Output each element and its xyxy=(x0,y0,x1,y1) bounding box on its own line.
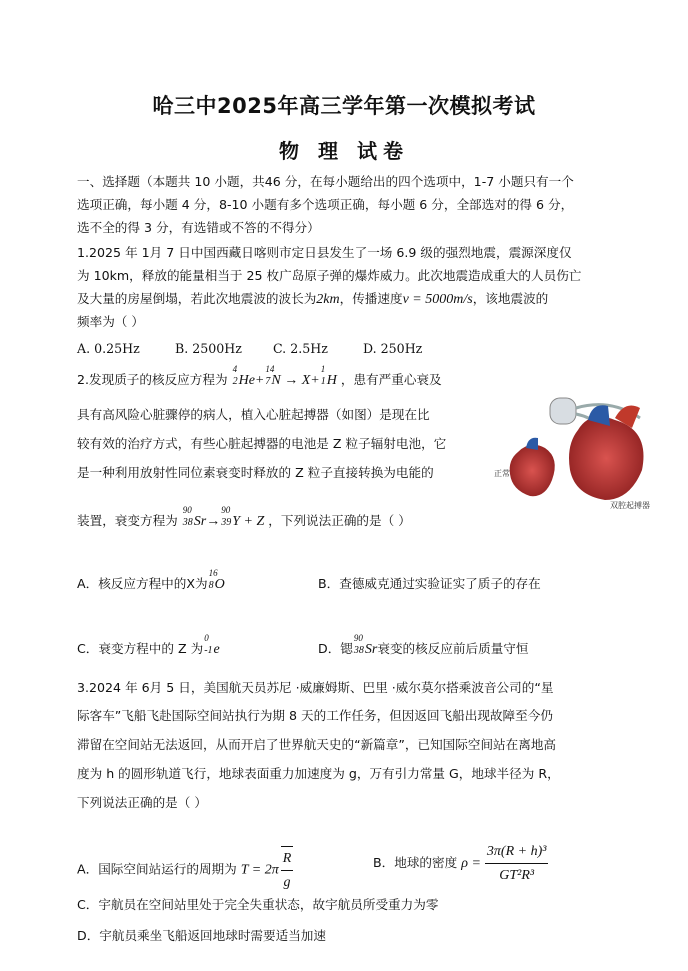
q3-option-a-text: A．国际空间站运行的周期为 xyxy=(77,861,237,877)
q2-option-a: A．核反应方程中的X为 16 8O xyxy=(77,568,225,592)
q2-option-b: B．查德威克通过实验证实了质子的存在 xyxy=(318,576,541,591)
section-heading-line-1: 一、选择题（本题共 10 小题，共46 分，在每小题给出的四个选项中，1-7 小题只有一个 xyxy=(77,174,574,189)
q1-line-3-text-a: 及大量的房屋倒塌，若此次地震波的波长为 xyxy=(77,291,317,306)
q2-line-1 xyxy=(77,364,442,393)
q2-line-1-text-b: ，患有严重心衰及 xyxy=(340,372,442,387)
q3-density-formula: ρ = xyxy=(461,856,481,871)
figure-label-pacemaker: 双腔起搏器 xyxy=(610,501,650,510)
q2-option-a-text: A．核反应方程中的X为 xyxy=(77,576,208,591)
figure-label-normal: 正常 xyxy=(494,469,510,478)
q2-option-c: C．衰变方程中的 Z 为 0 -1e xyxy=(77,633,220,657)
q2-nuclear-equation: 4 2He+ 14 7N → X+ 1 1H xyxy=(232,364,337,388)
q1-line-3 xyxy=(77,287,548,311)
q1-speed: v = 5000m/s xyxy=(402,292,473,307)
q1-line-4: 频率为（ ） xyxy=(77,314,144,329)
q1-line-2: 为 10km，释放的能量相当于 25 枚广岛原子弹的爆炸威力。此次地震造成重大的人员伤亡 xyxy=(77,268,582,283)
q3-line-4: 度为 h 的圆形轨道飞行，地球表面重力加速度为 g，万有引力常量 G，地球半径为 R， xyxy=(77,766,560,781)
large-heart xyxy=(569,405,643,500)
q3-line-5: 下列说法正确的是（ ） xyxy=(77,795,207,810)
q1-line-3-text-e: ，该地震波的 xyxy=(472,291,549,306)
q2-line-4: 是一种利用放射性同位素衰变时释放的 Z 粒子直接转换为电能的 xyxy=(77,465,434,480)
q1-option-a: A. 0.25Hz xyxy=(77,341,140,356)
q2-line-1-text-a: 2.发现质子的核反应方程为 xyxy=(77,372,228,387)
section-heading-line-2: 选项正确，每小题 4 分，8-10 小题有多个选项正确，每小题 6 分，全部选对的得 6 分， xyxy=(77,197,574,212)
q3-line-1: 3.2024 年 6月 5 日，美国航天员苏尼 ·威廉姆斯、巴里 ·威尔莫尔搭乘波音公司的“星 xyxy=(77,680,554,695)
q1-option-d: D. 250Hz xyxy=(363,341,423,356)
q3-period-formula: T = 2π xyxy=(240,862,279,878)
q1-line-1: 1.2025 年 1月 7 日中国西藏日喀则市定日县发生了一场 6.9 级的强烈地震，震源深度仅 xyxy=(77,245,572,260)
q1-wavelength: 2km xyxy=(316,292,340,307)
pacemaker-figure xyxy=(490,390,655,515)
q3-line-2: 际客车”飞船飞赴国际空间站执行为期 8 天的工作任务，但因返回飞船出现故障至今仍 xyxy=(77,708,553,723)
q3-option-c: C．宇航员在空间站里处于完全失重状态，故宇航员所受重力为零 xyxy=(77,897,439,912)
q2-line-2: 具有高风险心脏骤停的病人，植入心脏起搏器（如图）是现在比 xyxy=(77,407,430,422)
q3-option-b xyxy=(373,840,548,887)
section-heading-line-3: 选不全的得 3 分，有选错或不答的不得分） xyxy=(77,220,320,235)
q2-line-5 xyxy=(77,505,411,534)
q2-option-d-text-b: 衰变的核反应前后质量守恒 xyxy=(377,641,529,656)
q3-option-d: D．宇航员乘坐飞船返回地球时需要适当加速 xyxy=(77,928,326,943)
q1-option-c: C. 2.5Hz xyxy=(273,341,328,356)
exam-title: 哈三中2025年高三学年第一次模拟考试 xyxy=(152,94,536,118)
q3-option-b-text: B．地球的密度 xyxy=(373,855,458,870)
q2-decay-equation: 90 38Sr→ 90 39Y + Z xyxy=(182,505,265,529)
q2-option-c-text: C．衰变方程中的 Z 为 xyxy=(77,641,204,656)
q1-option-b: B. 2500Hz xyxy=(175,341,242,356)
q2-option-d-text-a: D．锶 xyxy=(318,641,353,656)
q2-option-d: D．锶 90 38Sr衰变的核反应前后质量守恒 xyxy=(318,633,529,657)
q2-line-5-text-a: 装置，衰变方程为 xyxy=(77,513,178,528)
q3-option-a xyxy=(77,846,293,894)
q2-line-3: 较有效的治疗方式，有些心脏起搏器的电池是 Z 粒子辐射电池，它 xyxy=(77,436,447,451)
small-heart xyxy=(510,438,555,496)
q3-sqrt: $\frac{R}{g}$ xyxy=(281,846,294,894)
q3-line-3: 滞留在空间站无法返回，从而开启了世界航天史的“新篇章”，已知国际空间站在离地高 xyxy=(77,737,557,752)
q2-line-5-text-b: ，下列说法正确的是（ ） xyxy=(268,513,411,528)
q1-line-3-text-c: ，传播速度 xyxy=(339,291,403,306)
q3-density-fraction: $\frac{\text{3π(R + h)³}}{\text{GT²R³}}$ xyxy=(485,840,549,887)
exam-subtitle: 物 理 试卷 xyxy=(279,139,409,163)
